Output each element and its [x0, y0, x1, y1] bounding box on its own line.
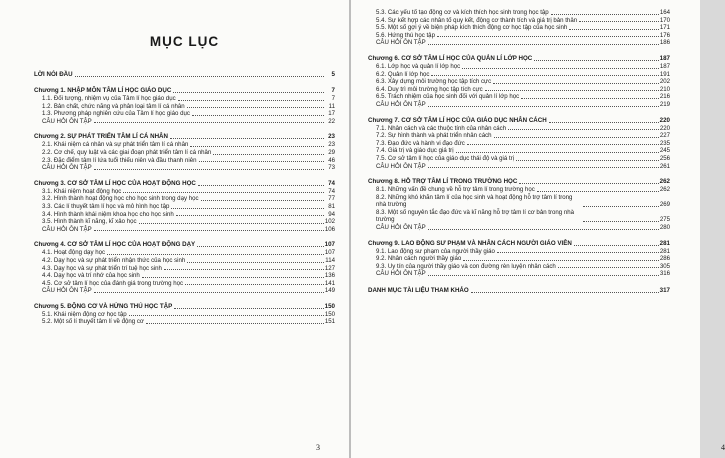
review-questions-entry-label: CÂU HỎI ÔN TẬP	[42, 164, 92, 172]
dot-leader	[187, 107, 324, 108]
chapter-heading-label: Chương 8. HỖ TRỢ TÂM LÍ TRONG TRƯỜNG HỌC	[368, 178, 518, 186]
review-questions-entry-page-number: 22	[328, 117, 335, 125]
toc-entry-label: 7.4. Giá trị và giáo dục giá trị	[376, 147, 454, 155]
toc-entry-page-number: 102	[324, 218, 335, 226]
page-title: MỤC LỤC	[149, 34, 220, 49]
preface-entry[interactable]	[34, 71, 335, 79]
dot-leader	[428, 167, 659, 168]
toc-entry-page-number: 275	[659, 216, 670, 224]
toc-entry[interactable]	[368, 194, 670, 209]
chapter-heading-label: Chương 1. NHẬP MÔN TÂM LÍ HỌC GIÁO DỤC	[34, 87, 172, 94]
toc-entry[interactable]	[34, 157, 335, 165]
toc-entry[interactable]	[368, 17, 670, 25]
review-questions-entry-page-number: 280	[659, 224, 670, 232]
toc-entry-page-number: 220	[659, 124, 670, 132]
chapter-heading[interactable]	[368, 117, 670, 125]
review-questions-entry[interactable]	[368, 163, 670, 171]
dot-leader	[583, 206, 659, 207]
dot-leader	[201, 200, 324, 201]
toc-entry-page-number: 269	[659, 201, 670, 209]
chapter-heading-label: Chương 2. SỰ PHÁT TRIỂN TÂM LÍ CÁ NHÂN	[34, 133, 168, 141]
dot-leader	[139, 223, 324, 224]
toc-entry-page-number: 305	[659, 262, 670, 270]
dot-leader	[199, 161, 325, 162]
dot-leader	[171, 208, 324, 209]
toc-entry-label: 9.2. Nhân cách người thầy giáo	[376, 255, 462, 263]
toc-entry[interactable]	[368, 24, 670, 32]
chapter-heading-label: Chương 9. LAO ĐỘNG SƯ PHẠM VÀ NHÂN CÁCH NGƯỜI GIÁO VIÊN	[368, 239, 572, 247]
dot-leader	[197, 246, 324, 247]
toc-entry[interactable]	[34, 218, 335, 226]
dot-leader	[569, 29, 659, 30]
toc-entry-page-number: 202	[659, 78, 670, 86]
toc-entry[interactable]	[368, 263, 670, 271]
toc-entry-label: 4.1. Hoạt động dạy học	[42, 249, 106, 257]
dot-leader	[129, 315, 324, 316]
toc-entry-label: 6.2. Quản lí lớp học	[376, 70, 430, 78]
review-questions-entry-label: CÂU HỎI ÔN TẬP	[376, 39, 426, 47]
right-page	[351, 0, 725, 458]
toc-entry-label: 7.3. Đạo đức và hành vi đạo đức	[376, 139, 465, 147]
chapter-heading-page-number: 220	[659, 116, 670, 124]
toc-entry[interactable]	[34, 103, 335, 111]
toc-entry-page-number: 210	[659, 85, 670, 93]
toc-entry[interactable]	[34, 188, 335, 196]
dot-leader	[174, 308, 323, 309]
toc-entry-page-number: 136	[324, 272, 335, 280]
dot-leader	[579, 21, 659, 22]
toc-entry-page-number: 281	[659, 247, 670, 255]
dot-leader	[107, 254, 324, 255]
toc-entry-page-number: 7	[331, 95, 335, 102]
dot-leader	[187, 262, 324, 263]
chapter-heading-page-number: 7	[331, 87, 335, 94]
toc-entry-page-number: 94	[328, 210, 335, 218]
toc-entry-label: 6.3. Xây dựng môi trường học tập tích cực	[376, 78, 492, 86]
review-questions-entry[interactable]	[34, 164, 335, 172]
dot-leader	[583, 221, 659, 222]
toc-entry-label: 5.5. Một số gợi ý về biện pháp kích thích động cơ học tập của học sinh	[376, 24, 568, 32]
toc-entry-page-number: 23	[328, 141, 335, 149]
dot-leader	[428, 275, 659, 276]
chapter-heading[interactable]	[34, 133, 335, 141]
chapter-heading[interactable]	[34, 180, 335, 188]
toc-entry-label: 5.1. Khái niệm động cơ học tập	[42, 310, 127, 318]
chapter-heading-page-number: 23	[328, 133, 335, 141]
chapter-heading-label: Chương 6. CƠ SỞ TÂM LÍ HỌC CỦA QUẢN LÍ LỚP HỌC	[368, 54, 533, 62]
toc-entry-label: 8.1. Những vấn đề chung về hỗ trợ tâm lí trong trường học	[376, 186, 535, 194]
toc-entry[interactable]	[368, 63, 670, 71]
toc-entry-label: 4.3. Dạy học và sự phát triển trí tuệ học sinh	[42, 264, 162, 272]
chapter-heading[interactable]	[34, 303, 335, 311]
toc-entry-label: 3.2. Hình thành hoạt động học cho học sinh trong dạy học	[42, 195, 199, 203]
toc-entry[interactable]	[368, 93, 670, 101]
chapter-heading-page-number: 262	[659, 178, 670, 186]
chapter-heading-page-number: 107	[324, 241, 335, 249]
toc-entry[interactable]	[34, 280, 335, 288]
dot-leader	[549, 122, 659, 123]
toc-entry-page-number: 171	[659, 24, 670, 32]
dot-leader	[574, 245, 659, 246]
toc-entry-page-number: 77	[328, 195, 335, 203]
toc-entry[interactable]	[368, 248, 670, 256]
dot-leader	[456, 152, 659, 153]
review-questions-entry[interactable]	[368, 39, 670, 47]
toc-entry-page-number: 286	[659, 255, 670, 263]
page-number-right: 4	[721, 443, 725, 452]
toc-entry[interactable]	[34, 257, 335, 265]
toc-entry[interactable]	[368, 209, 670, 224]
toc-entry-page-number: 164	[659, 9, 670, 16]
toc-entry[interactable]	[34, 203, 335, 211]
toc-entry[interactable]	[368, 78, 670, 86]
references-entry[interactable]	[368, 287, 670, 295]
toc-right-content	[368, 9, 670, 295]
toc-entry-page-number: 262	[659, 186, 670, 194]
toc-entry-page-number: 227	[659, 132, 670, 140]
dot-leader	[494, 137, 659, 138]
toc-entry-label: 1.3. Phương pháp nghiên cứu của Tâm lí học giáo dục	[42, 110, 190, 118]
review-questions-entry[interactable]	[34, 287, 335, 295]
toc-entry-label: 6.1. Lớp học và quản lí lớp học	[376, 62, 461, 70]
toc-entry[interactable]	[368, 140, 670, 148]
preface-entry-label: LỜI NÓI ĐẦU	[34, 71, 73, 78]
chapter-heading-label: Chương 3. CƠ SỞ TÂM LÍ HỌC CỦA HOẠT ĐỘNG HỌC	[34, 179, 196, 187]
toc-entry-page-number: 127	[324, 264, 335, 272]
toc-entry-page-number: 216	[659, 93, 670, 101]
toc-entry-label: 5.4. Sự kết hợp các nhân tố quy kết, động cơ thành tích và giá trị bản thân	[376, 16, 578, 24]
chapter-heading[interactable]	[34, 241, 335, 249]
dot-leader	[173, 92, 324, 93]
toc-entry-page-number: 235	[659, 139, 670, 147]
dot-leader	[94, 122, 324, 123]
toc-entry-label: 5.3. Các yếu tố tạo động cơ và kích thích học sinh trong học tập	[376, 9, 549, 16]
toc-entry-label: 2.3. Đặc điểm tâm lí lứa tuổi thiếu niên và đầu thanh niên	[42, 156, 197, 164]
dot-leader	[437, 36, 659, 37]
toc-entry[interactable]	[34, 318, 335, 326]
dot-leader	[170, 138, 324, 139]
toc-entry-page-number: 46	[328, 156, 335, 164]
toc-entry[interactable]	[368, 86, 670, 94]
page-number-left: 3	[316, 443, 320, 452]
toc-entry-label: 8.2. Những khó khăn tâm lí của học sinh và hoạt động hỗ trợ tâm lí trong nhà trường	[376, 193, 573, 209]
review-questions-entry-label: CÂU HỎI ÔN TẬP	[376, 100, 426, 108]
toc-entry-label: 7.2. Sự hình thành và phát triển nhân cách	[376, 132, 492, 140]
review-questions-entry[interactable]	[368, 101, 670, 109]
dot-leader	[428, 106, 659, 107]
review-questions-entry-page-number: 186	[659, 39, 670, 47]
toc-entry-label: 3.1. Khái niệm hoạt động học	[42, 187, 122, 195]
left-page	[0, 0, 349, 458]
dot-leader	[485, 90, 659, 91]
toc-entry-page-number: 17	[328, 110, 335, 118]
toc-entry-page-number: 11	[328, 102, 335, 110]
toc-entry-page-number: 150	[324, 310, 335, 318]
toc-entry-label: 9.1. Lao động sư phạm của người thầy giáo	[376, 247, 495, 255]
chapter-heading[interactable]	[368, 55, 670, 63]
toc-entry[interactable]	[368, 125, 670, 133]
review-questions-entry-label: CÂU HỎI ÔN TẬP	[376, 224, 426, 232]
dot-leader	[146, 323, 324, 324]
chapter-heading[interactable]	[368, 178, 670, 186]
review-questions-entry-page-number: 261	[659, 162, 670, 170]
review-questions-entry-page-number: 73	[328, 164, 335, 172]
toc-entry-label: 3.5. Hình thành kĩ năng, kĩ xảo học	[42, 218, 137, 226]
chapter-heading-label: Chương 4. CƠ SỞ TÂM LÍ HỌC CỦA HOẠT ĐỘNG DẠY	[34, 241, 196, 249]
toc-entry-page-number: 151	[324, 318, 335, 326]
review-questions-entry-label: CÂU HỎI ÔN TẬP	[42, 225, 92, 233]
dot-leader	[428, 44, 659, 45]
dot-leader	[508, 129, 659, 130]
dot-leader	[176, 215, 324, 216]
toc-entry-page-number: 141	[324, 279, 335, 287]
toc-entry-page-number: 170	[659, 16, 670, 24]
toc-entry[interactable]	[368, 9, 670, 17]
dot-leader	[497, 252, 659, 253]
toc-entry[interactable]	[368, 186, 670, 194]
toc-entry[interactable]	[368, 147, 670, 155]
dot-leader	[213, 154, 324, 155]
dot-leader	[185, 284, 324, 285]
toc-entry[interactable]	[368, 155, 670, 163]
toc-entry-label: 2.2. Cơ chế, quy luật và các giai đoạn phát triển tâm lí cá nhân	[42, 148, 212, 156]
toc-entry-label: 9.3. Uy tín của người thầy giáo và con đường rèn luyện nhân cách	[376, 262, 556, 270]
toc-entry-page-number: 81	[328, 202, 335, 210]
toc-entry-page-number: 74	[328, 187, 335, 195]
dot-leader	[164, 269, 324, 270]
chapter-heading-page-number: 150	[324, 302, 335, 310]
dot-leader	[190, 146, 324, 147]
dot-leader	[471, 292, 659, 293]
review-questions-entry-page-number: 316	[659, 270, 670, 278]
toc-entry-label: 1.2. Bản chất, chức năng và phân loại tâm lí cá nhân	[42, 102, 185, 110]
dot-leader	[463, 260, 659, 261]
toc-entry[interactable]	[34, 311, 335, 319]
toc-entry-label: 3.4. Hình thành khái niệm khoa học cho học sinh	[42, 210, 174, 218]
toc-entry[interactable]	[368, 71, 670, 79]
toc-entry-page-number: 256	[659, 154, 670, 162]
toc-entry-label: 3.3. Các lí thuyết tâm lí học và mô hình học tập	[42, 202, 170, 210]
dot-leader	[534, 60, 658, 61]
toc-left-content	[34, 71, 335, 326]
toc-entry[interactable]	[368, 132, 670, 140]
toc-entry[interactable]	[368, 255, 670, 263]
toc-entry[interactable]	[34, 149, 335, 157]
dot-leader	[521, 98, 659, 99]
dot-leader	[75, 76, 324, 77]
review-questions-entry-label: CÂU HỎI ÔN TẬP	[376, 270, 426, 278]
dot-leader	[537, 191, 659, 192]
dot-leader	[428, 229, 659, 230]
toc-entry[interactable]	[34, 265, 335, 273]
review-questions-entry-page-number: 149	[324, 287, 335, 295]
toc-entry[interactable]	[34, 272, 335, 280]
dot-leader	[198, 185, 324, 186]
dot-leader	[431, 75, 658, 76]
dot-leader	[558, 267, 659, 268]
toc-entry[interactable]	[34, 249, 335, 257]
toc-entry-label: 4.4. Dạy học và trí nhớ của học sinh	[42, 272, 140, 280]
review-questions-entry-page-number: 106	[324, 225, 335, 233]
review-questions-entry-page-number: 219	[659, 100, 670, 108]
chapter-heading-label: Chương 7. CƠ SỞ TÂM LÍ HỌC CỦA GIÁO DỤC NHÂN CÁCH	[368, 116, 547, 124]
references-entry-label: DANH MỤC TÀI LIỆU THAM KHẢO	[368, 287, 469, 295]
review-questions-entry[interactable]	[34, 226, 335, 234]
dot-leader	[551, 14, 659, 15]
toc-entry-label: 1.1. Đối tượng, nhiệm vụ của Tâm lí học giáo dục	[42, 95, 176, 102]
toc-entry-page-number: 107	[324, 249, 335, 257]
toc-entry-page-number: 176	[659, 31, 670, 39]
toc-entry-page-number: 114	[325, 256, 335, 264]
chapter-heading[interactable]	[34, 87, 335, 95]
toc-entry-label: 8.3. Một số nguyên tắc đạo đức và kĩ năng hỗ trợ tâm lí cơ bản trong nhà trường	[376, 208, 575, 224]
toc-entry-page-number: 191	[659, 70, 670, 78]
chapter-heading-page-number: 187	[659, 54, 670, 62]
dot-leader	[493, 83, 659, 84]
review-questions-entry-label: CÂU HỎI ÔN TẬP	[42, 287, 92, 295]
dot-leader	[462, 68, 659, 69]
toc-entry[interactable]	[34, 195, 335, 203]
toc-entry-label: 7.5. Cơ sở tâm lí học của giáo dục thái độ và giá trị	[376, 154, 515, 162]
dot-leader	[516, 160, 659, 161]
dot-leader	[94, 169, 324, 170]
review-questions-entry-label: CÂU HỎI ÔN TẬP	[42, 117, 92, 125]
toc-entry-label: 7.1. Nhân cách và các thuộc tính của nhân cách	[376, 124, 507, 132]
toc-entry-label: 2.1. Khái niệm cá nhân và sự phát triển tâm lí cá nhân	[42, 141, 189, 149]
toc-entry-label: 4.2. Dạy học và sự phát triển nhận thức của học sinh	[42, 256, 186, 264]
toc-entry[interactable]	[34, 211, 335, 219]
toc-entry[interactable]	[34, 141, 335, 149]
toc-entry-label: 5.2. Một số lí thuyết tâm lí về động cơ	[42, 318, 144, 326]
dot-leader	[178, 100, 324, 101]
toc-entry-page-number: 245	[659, 147, 670, 155]
dot-leader	[519, 183, 658, 184]
dot-leader	[123, 192, 324, 193]
dot-leader	[94, 292, 324, 293]
toc-entry[interactable]	[368, 32, 670, 40]
toc-entry-page-number: 29	[328, 148, 335, 156]
preface-entry-page-number: 5	[331, 71, 335, 78]
toc-entry-label: 4.5. Cơ sở tâm lí học của đánh giá trong trường học	[42, 279, 184, 287]
dot-leader	[94, 230, 324, 231]
toc-entry[interactable]	[34, 110, 335, 118]
toc-entry-label: 6.5. Trách nhiệm của học sinh đối với quản lí lớp học	[376, 93, 520, 101]
toc-entry[interactable]	[34, 95, 335, 103]
dot-leader	[142, 277, 324, 278]
toc-entry-label: 5.6. Hứng thú học tập	[376, 31, 435, 39]
dot-leader	[467, 144, 659, 145]
review-questions-entry[interactable]	[34, 118, 335, 126]
review-questions-entry[interactable]	[368, 224, 670, 232]
review-questions-entry[interactable]	[368, 270, 670, 278]
dot-leader	[192, 115, 324, 116]
review-questions-entry-label: CÂU HỎI ÔN TẬP	[376, 162, 426, 170]
chapter-heading-page-number: 74	[328, 179, 335, 187]
references-entry-page-number: 317	[659, 287, 670, 295]
chapter-heading[interactable]	[368, 240, 670, 248]
chapter-heading-page-number: 281	[659, 239, 670, 247]
chapter-heading-label: Chương 5. ĐỘNG CƠ VÀ HỨNG THÚ HỌC TẬP	[34, 302, 173, 310]
toc-entry-page-number: 187	[659, 62, 670, 70]
toc-entry-label: 6.4. Duy trì môi trường học tập tích cực	[376, 85, 483, 93]
